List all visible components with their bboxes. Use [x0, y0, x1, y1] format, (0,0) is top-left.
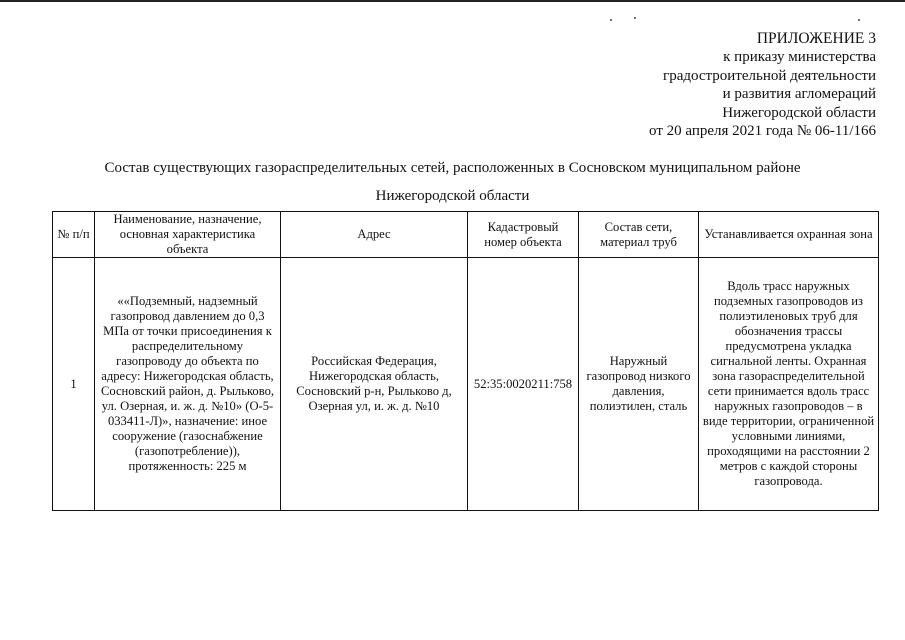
annex-order-date: от 20 апреля 2021 года № 06-11/166 [649, 123, 876, 140]
annex-line: к приказу министерства [723, 49, 876, 66]
annex-line: градостроительной деятельности [663, 67, 876, 84]
header-cadastral: Кадастровый номер объекта [468, 212, 579, 258]
scan-top-edge [0, 0, 905, 2]
table-header-row [53, 212, 879, 258]
header-name: Наименование, назначение, основная характеристика объекта [95, 212, 281, 258]
annex-title: ПРИЛОЖЕНИЕ 3 [756, 30, 876, 47]
header-network: Состав сети, материал труб [579, 212, 699, 258]
header-address: Адрес [281, 212, 468, 258]
cell-zone: Вдоль трасс наружных подземных газопроводов из полиэтиленовых труб для обозначения трассы предусмотрена укладка сигнальной ленты. Охранная зона газораспределительной сети принимается вдоль трасс наружных газопроводов – в виде территории, ограниченной условными линиями, проходящими на расстоянии 2 метров с каждой стороны газопровода. [699, 258, 879, 511]
header-zone: Устанавливается охранная зона [699, 212, 879, 258]
table-row [53, 258, 879, 511]
cell-cadastral: 52:35:0020211:758 [468, 258, 579, 511]
document-title: Состав существующих газораспределительных сетей, расположенных в Сосновском муниципальном районе [104, 160, 801, 176]
scan-speck [858, 19, 860, 21]
scan-speck [610, 19, 612, 21]
cell-address: Российская Федерация, Нижегородская область, Сосновский р-н, Рыльково д, Озерная ул, и. ж. д. №10 [281, 258, 468, 511]
header-number: № п/п [53, 212, 95, 258]
gas-network-table [52, 211, 879, 511]
annex-line: и развития агломераций [722, 86, 876, 103]
cell-number: 1 [53, 258, 95, 511]
annex-line: Нижегородской области [722, 104, 876, 121]
scan-speck [634, 17, 636, 19]
annex-block [649, 30, 876, 140]
cell-name: ««Подземный, надземный газопровод давлением до 0,3 МПа от точки присоединения к распределительному газопроводу до объекта по адресу: Нижегородская область, Сосновский район, д. Рыльково, ул. Озерная, и. ж. д. №10» (О-5-033411-Л)», назначение: иное сооружение (газоснабжение (газопотребление)), протяженность: 225 м [95, 258, 281, 511]
cell-network: Наружный газопровод низкого давления, полиэтилен, сталь [579, 258, 699, 511]
document-title-line2: Нижегородской области [375, 188, 530, 204]
